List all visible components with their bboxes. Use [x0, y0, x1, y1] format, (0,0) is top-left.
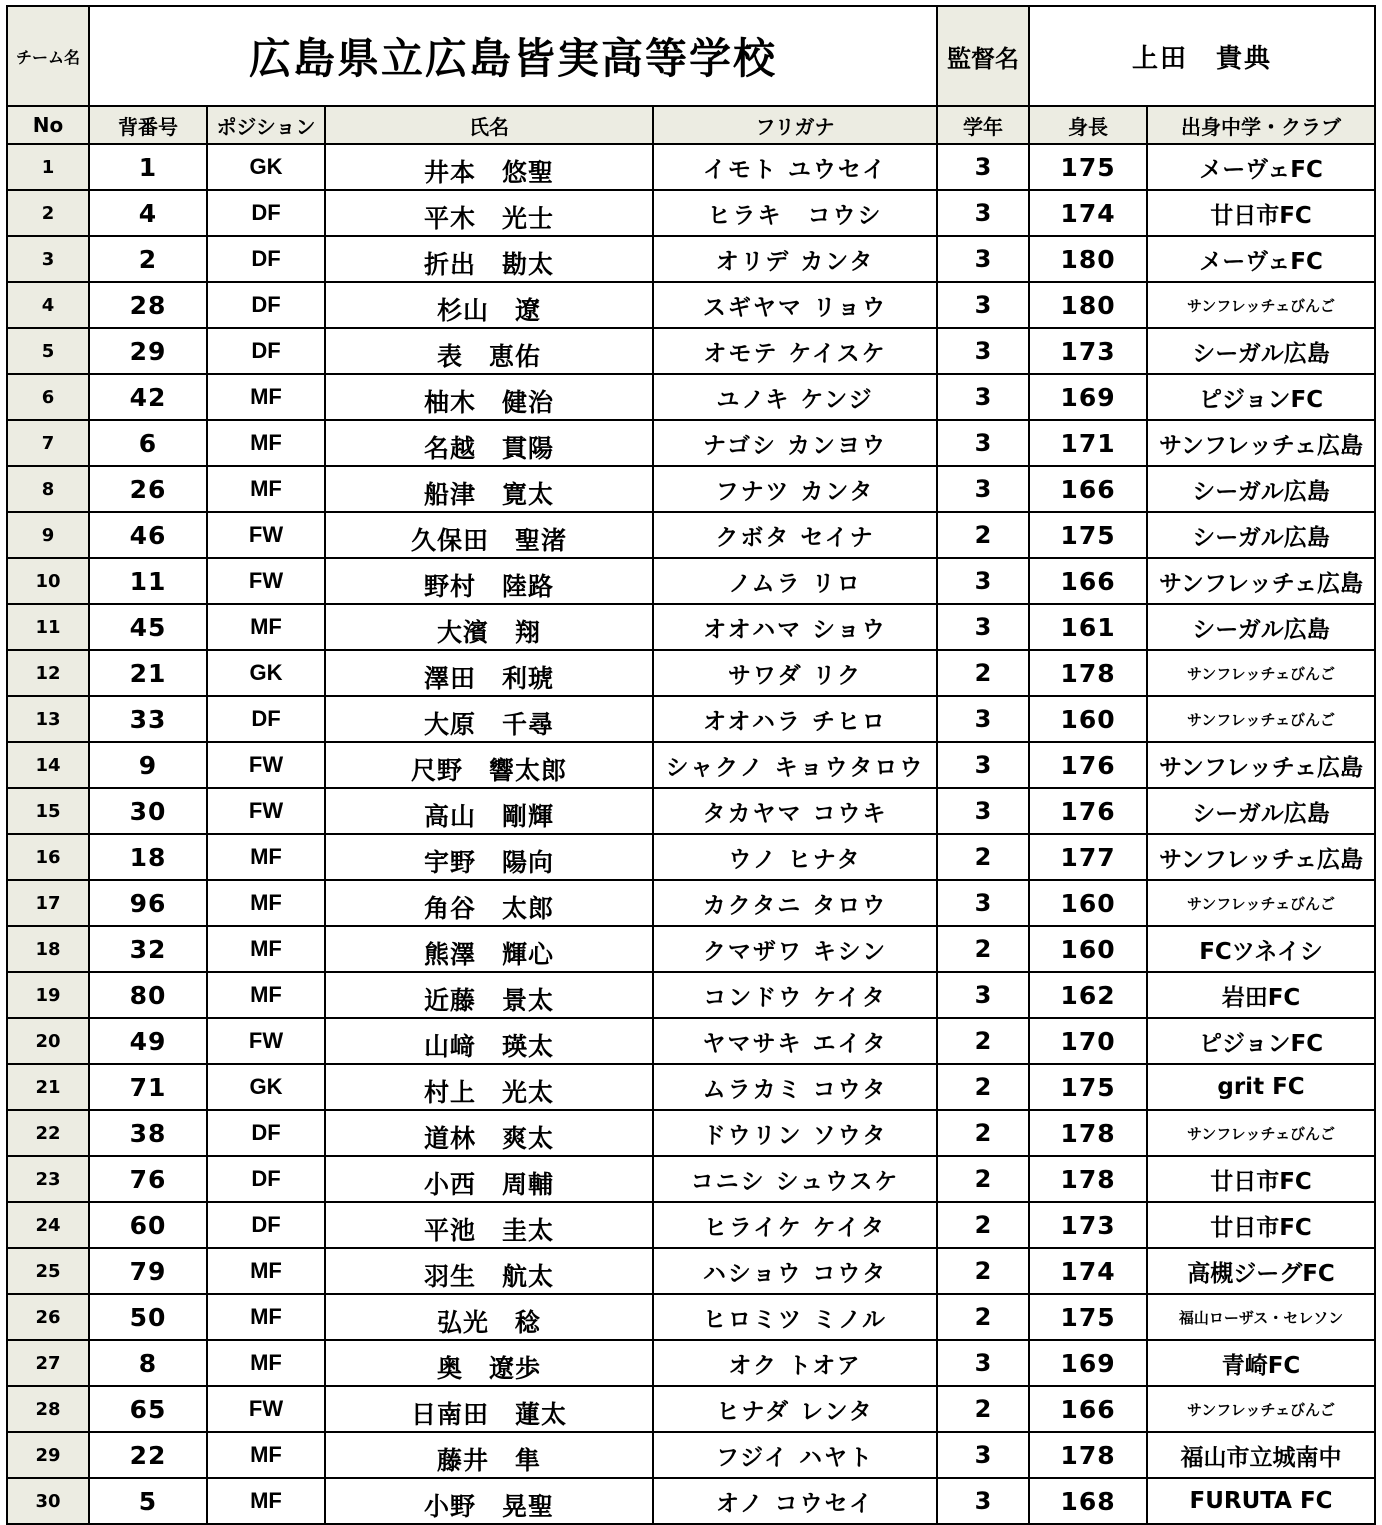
player-grade: 3	[937, 1432, 1029, 1478]
player-name: 村上 光太	[325, 1064, 653, 1110]
player-grade: 3	[937, 190, 1029, 236]
player-height: 176	[1029, 788, 1147, 834]
player-kana: クボタ セイナ	[653, 512, 937, 558]
player-kana: コニシ シュウスケ	[653, 1156, 937, 1202]
player-name: 小西 周輔	[325, 1156, 653, 1202]
column-header-number: 背番号	[89, 106, 207, 144]
player-number: 80	[89, 972, 207, 1018]
player-no: 2	[7, 190, 89, 236]
table-row	[7, 374, 1375, 420]
player-name: 平池 圭太	[325, 1202, 653, 1248]
player-number: 76	[89, 1156, 207, 1202]
player-club: サンフレッチェ広島	[1147, 834, 1375, 880]
player-kana: ヒラキ コウシ	[653, 190, 937, 236]
player-height: 169	[1029, 374, 1147, 420]
table-row	[7, 1018, 1375, 1064]
player-kana: ヒライケ ケイタ	[653, 1202, 937, 1248]
player-position: DF	[207, 1202, 325, 1248]
player-no: 28	[7, 1386, 89, 1432]
table-row	[7, 1110, 1375, 1156]
player-kana: サワダ リク	[653, 650, 937, 696]
player-club: ピジョンFC	[1147, 374, 1375, 420]
player-position: DF	[207, 282, 325, 328]
table-row	[7, 512, 1375, 558]
player-name: 折出 勘太	[325, 236, 653, 282]
player-grade: 3	[937, 236, 1029, 282]
player-no: 12	[7, 650, 89, 696]
player-grade: 3	[937, 972, 1029, 1018]
player-club: FURUTA FC	[1147, 1478, 1375, 1524]
player-position: DF	[207, 1110, 325, 1156]
column-header-position: ポジション	[207, 106, 325, 144]
player-grade: 3	[937, 420, 1029, 466]
player-name: 近藤 景太	[325, 972, 653, 1018]
player-position: DF	[207, 328, 325, 374]
player-kana: ウノ ヒナタ	[653, 834, 937, 880]
player-height: 175	[1029, 1294, 1147, 1340]
player-number: 4	[89, 190, 207, 236]
player-name: 角谷 太郎	[325, 880, 653, 926]
player-name: 宇野 陽向	[325, 834, 653, 880]
player-no: 26	[7, 1294, 89, 1340]
player-grade: 2	[937, 1018, 1029, 1064]
player-number: 2	[89, 236, 207, 282]
player-height: 161	[1029, 604, 1147, 650]
player-kana: ドウリン ソウタ	[653, 1110, 937, 1156]
column-header-height: 身長	[1029, 106, 1147, 144]
player-height: 174	[1029, 1248, 1147, 1294]
player-name: 奥 遼歩	[325, 1340, 653, 1386]
player-height: 173	[1029, 328, 1147, 374]
player-grade: 3	[937, 742, 1029, 788]
player-number: 5	[89, 1478, 207, 1524]
player-position: DF	[207, 696, 325, 742]
column-header-no: No	[7, 106, 89, 144]
table-row	[7, 1202, 1375, 1248]
player-height: 160	[1029, 880, 1147, 926]
player-position: FW	[207, 1386, 325, 1432]
table-row	[7, 420, 1375, 466]
roster-table	[6, 5, 1376, 1525]
player-club: 青崎FC	[1147, 1340, 1375, 1386]
player-kana: ヒロミツ ミノル	[653, 1294, 937, 1340]
coach-label: 監督名	[937, 6, 1029, 106]
player-number: 46	[89, 512, 207, 558]
player-club: 廿日市FC	[1147, 190, 1375, 236]
player-club: シーガル広島	[1147, 512, 1375, 558]
player-no: 20	[7, 1018, 89, 1064]
player-name: 船津 寛太	[325, 466, 653, 512]
player-number: 9	[89, 742, 207, 788]
player-grade: 3	[937, 788, 1029, 834]
table-row	[7, 788, 1375, 834]
player-height: 166	[1029, 558, 1147, 604]
player-name: 大濱 翔	[325, 604, 653, 650]
player-kana: ハショウ コウタ	[653, 1248, 937, 1294]
player-height: 170	[1029, 1018, 1147, 1064]
player-kana: ヒナダ レンタ	[653, 1386, 937, 1432]
player-no: 19	[7, 972, 89, 1018]
player-club: ピジョンFC	[1147, 1018, 1375, 1064]
header-row	[7, 6, 1375, 106]
player-kana: フナツ カンタ	[653, 466, 937, 512]
player-name: 羽生 航太	[325, 1248, 653, 1294]
player-club: FCツネイシ	[1147, 926, 1375, 972]
player-club: サンフレッチェびんご	[1147, 1386, 1375, 1432]
player-height: 180	[1029, 282, 1147, 328]
coach-name: 上田 貴典	[1029, 6, 1375, 106]
player-kana: コンドウ ケイタ	[653, 972, 937, 1018]
table-row	[7, 1064, 1375, 1110]
player-number: 38	[89, 1110, 207, 1156]
player-grade: 2	[937, 1294, 1029, 1340]
table-row	[7, 604, 1375, 650]
player-position: MF	[207, 1478, 325, 1524]
player-club: grit FC	[1147, 1064, 1375, 1110]
player-number: 33	[89, 696, 207, 742]
player-height: 160	[1029, 926, 1147, 972]
player-position: MF	[207, 604, 325, 650]
player-no: 25	[7, 1248, 89, 1294]
player-height: 178	[1029, 1432, 1147, 1478]
player-name: 澤田 利琥	[325, 650, 653, 696]
table-row	[7, 1156, 1375, 1202]
player-club: サンフレッチェびんご	[1147, 880, 1375, 926]
player-club: シーガル広島	[1147, 466, 1375, 512]
player-kana: オオハマ ショウ	[653, 604, 937, 650]
player-no: 30	[7, 1478, 89, 1524]
player-grade: 3	[937, 466, 1029, 512]
player-no: 23	[7, 1156, 89, 1202]
player-position: MF	[207, 374, 325, 420]
player-no: 7	[7, 420, 89, 466]
player-no: 22	[7, 1110, 89, 1156]
player-number: 50	[89, 1294, 207, 1340]
player-grade: 2	[937, 1248, 1029, 1294]
player-kana: ナゴシ カンヨウ	[653, 420, 937, 466]
player-height: 160	[1029, 696, 1147, 742]
player-grade: 2	[937, 512, 1029, 558]
table-row	[7, 144, 1375, 190]
player-number: 8	[89, 1340, 207, 1386]
player-number: 45	[89, 604, 207, 650]
team-name: 広島県立広島皆実高等学校	[89, 6, 937, 106]
player-name: 小野 晃聖	[325, 1478, 653, 1524]
player-position: MF	[207, 926, 325, 972]
player-number: 18	[89, 834, 207, 880]
player-kana: オリデ カンタ	[653, 236, 937, 282]
player-grade: 3	[937, 604, 1029, 650]
player-number: 6	[89, 420, 207, 466]
player-name: 熊澤 輝心	[325, 926, 653, 972]
player-club: 岩田FC	[1147, 972, 1375, 1018]
player-position: MF	[207, 420, 325, 466]
player-position: FW	[207, 788, 325, 834]
player-club: 廿日市FC	[1147, 1202, 1375, 1248]
player-number: 11	[89, 558, 207, 604]
player-number: 79	[89, 1248, 207, 1294]
player-grade: 3	[937, 374, 1029, 420]
player-club: 福山市立城南中	[1147, 1432, 1375, 1478]
player-no: 17	[7, 880, 89, 926]
player-name: 野村 陸路	[325, 558, 653, 604]
table-row	[7, 972, 1375, 1018]
player-club: 福山ローザス・セレソン	[1147, 1294, 1375, 1340]
table-row	[7, 880, 1375, 926]
table-row	[7, 1386, 1375, 1432]
player-name: 表 恵佑	[325, 328, 653, 374]
player-height: 178	[1029, 1156, 1147, 1202]
player-kana: イモト ユウセイ	[653, 144, 937, 190]
player-kana: クマザワ キシン	[653, 926, 937, 972]
player-number: 60	[89, 1202, 207, 1248]
player-club: シーガル広島	[1147, 328, 1375, 374]
player-kana: オオハラ チヒロ	[653, 696, 937, 742]
player-no: 6	[7, 374, 89, 420]
table-row	[7, 742, 1375, 788]
player-club: サンフレッチェびんご	[1147, 696, 1375, 742]
player-number: 28	[89, 282, 207, 328]
player-height: 169	[1029, 1340, 1147, 1386]
player-kana: フジイ ハヤト	[653, 1432, 937, 1478]
player-number: 49	[89, 1018, 207, 1064]
table-row	[7, 696, 1375, 742]
player-name: 井本 悠聖	[325, 144, 653, 190]
player-no: 9	[7, 512, 89, 558]
player-no: 18	[7, 926, 89, 972]
player-club: サンフレッチェびんご	[1147, 650, 1375, 696]
player-name: 道林 爽太	[325, 1110, 653, 1156]
player-height: 177	[1029, 834, 1147, 880]
player-grade: 3	[937, 696, 1029, 742]
player-height: 178	[1029, 650, 1147, 696]
table-row	[7, 1478, 1375, 1524]
player-height: 178	[1029, 1110, 1147, 1156]
player-name: 平木 光士	[325, 190, 653, 236]
column-header-row	[7, 106, 1375, 144]
player-position: FW	[207, 1018, 325, 1064]
player-name: 尺野 響太郎	[325, 742, 653, 788]
player-club: メーヴェFC	[1147, 144, 1375, 190]
player-grade: 2	[937, 1156, 1029, 1202]
player-club: サンフレッチェびんご	[1147, 1110, 1375, 1156]
table-row	[7, 1294, 1375, 1340]
player-number: 65	[89, 1386, 207, 1432]
player-club: 廿日市FC	[1147, 1156, 1375, 1202]
player-name: 藤井 隼	[325, 1432, 653, 1478]
player-grade: 2	[937, 1110, 1029, 1156]
player-no: 5	[7, 328, 89, 374]
player-grade: 2	[937, 1386, 1029, 1432]
player-no: 4	[7, 282, 89, 328]
player-number: 21	[89, 650, 207, 696]
player-grade: 3	[937, 144, 1029, 190]
player-kana: オノ コウセイ	[653, 1478, 937, 1524]
player-name: 柚木 健治	[325, 374, 653, 420]
table-row	[7, 236, 1375, 282]
player-number: 29	[89, 328, 207, 374]
player-grade: 3	[937, 1478, 1029, 1524]
player-club: サンフレッチェ広島	[1147, 742, 1375, 788]
player-height: 175	[1029, 1064, 1147, 1110]
player-club: 高槻ジーグFC	[1147, 1248, 1375, 1294]
player-height: 176	[1029, 742, 1147, 788]
player-position: MF	[207, 1340, 325, 1386]
column-header-name: 氏名	[325, 106, 653, 144]
player-name: 久保田 聖渚	[325, 512, 653, 558]
table-row	[7, 926, 1375, 972]
player-grade: 2	[937, 1202, 1029, 1248]
column-header-club: 出身中学・クラブ	[1147, 106, 1375, 144]
player-kana: ノムラ リロ	[653, 558, 937, 604]
player-number: 32	[89, 926, 207, 972]
player-number: 1	[89, 144, 207, 190]
column-header-kana: フリガナ	[653, 106, 937, 144]
player-position: FW	[207, 558, 325, 604]
table-row	[7, 558, 1375, 604]
table-row	[7, 1432, 1375, 1478]
player-height: 175	[1029, 512, 1147, 558]
table-row	[7, 328, 1375, 374]
column-header-grade: 学年	[937, 106, 1029, 144]
table-row	[7, 190, 1375, 236]
player-number: 96	[89, 880, 207, 926]
player-name: 杉山 遼	[325, 282, 653, 328]
player-no: 1	[7, 144, 89, 190]
player-number: 30	[89, 788, 207, 834]
player-club: サンフレッチェ広島	[1147, 558, 1375, 604]
player-kana: オク トオア	[653, 1340, 937, 1386]
player-no: 16	[7, 834, 89, 880]
player-no: 27	[7, 1340, 89, 1386]
player-club: サンフレッチェびんご	[1147, 282, 1375, 328]
player-no: 8	[7, 466, 89, 512]
player-no: 21	[7, 1064, 89, 1110]
player-name: 名越 貫陽	[325, 420, 653, 466]
player-height: 180	[1029, 236, 1147, 282]
player-kana: ユノキ ケンジ	[653, 374, 937, 420]
player-kana: カクタニ タロウ	[653, 880, 937, 926]
player-name: 弘光 稔	[325, 1294, 653, 1340]
player-name: 高山 剛輝	[325, 788, 653, 834]
player-club: シーガル広島	[1147, 788, 1375, 834]
team-label: チーム名	[7, 6, 89, 106]
player-name: 日南田 蓮太	[325, 1386, 653, 1432]
player-no: 3	[7, 236, 89, 282]
player-height: 166	[1029, 1386, 1147, 1432]
player-grade: 3	[937, 880, 1029, 926]
player-kana: オモテ ケイスケ	[653, 328, 937, 374]
player-name: 山﨑 瑛太	[325, 1018, 653, 1064]
player-height: 174	[1029, 190, 1147, 236]
player-height: 166	[1029, 466, 1147, 512]
player-position: GK	[207, 1064, 325, 1110]
player-grade: 2	[937, 1064, 1029, 1110]
player-no: 10	[7, 558, 89, 604]
player-kana: タカヤマ コウキ	[653, 788, 937, 834]
player-grade: 3	[937, 282, 1029, 328]
player-club: サンフレッチェ広島	[1147, 420, 1375, 466]
table-row	[7, 834, 1375, 880]
player-grade: 2	[937, 650, 1029, 696]
table-row	[7, 650, 1375, 696]
player-position: MF	[207, 880, 325, 926]
player-position: DF	[207, 236, 325, 282]
player-height: 168	[1029, 1478, 1147, 1524]
player-kana: ヤマサキ エイタ	[653, 1018, 937, 1064]
player-height: 173	[1029, 1202, 1147, 1248]
player-position: MF	[207, 1294, 325, 1340]
player-no: 13	[7, 696, 89, 742]
player-kana: シャクノ キョウタロウ	[653, 742, 937, 788]
player-no: 11	[7, 604, 89, 650]
player-grade: 3	[937, 328, 1029, 374]
player-number: 26	[89, 466, 207, 512]
player-position: MF	[207, 1248, 325, 1294]
player-height: 162	[1029, 972, 1147, 1018]
player-grade: 2	[937, 926, 1029, 972]
player-no: 29	[7, 1432, 89, 1478]
player-position: MF	[207, 972, 325, 1018]
player-position: DF	[207, 190, 325, 236]
player-grade: 3	[937, 558, 1029, 604]
player-position: FW	[207, 742, 325, 788]
player-kana: ムラカミ コウタ	[653, 1064, 937, 1110]
table-row	[7, 1340, 1375, 1386]
player-position: FW	[207, 512, 325, 558]
player-position: MF	[207, 466, 325, 512]
player-number: 42	[89, 374, 207, 420]
player-no: 15	[7, 788, 89, 834]
table-row	[7, 282, 1375, 328]
player-club: メーヴェFC	[1147, 236, 1375, 282]
player-height: 175	[1029, 144, 1147, 190]
table-row	[7, 466, 1375, 512]
player-position: DF	[207, 1156, 325, 1202]
player-grade: 2	[937, 834, 1029, 880]
player-grade: 3	[937, 1340, 1029, 1386]
player-kana: スギヤマ リョウ	[653, 282, 937, 328]
player-position: MF	[207, 834, 325, 880]
player-no: 14	[7, 742, 89, 788]
player-number: 71	[89, 1064, 207, 1110]
player-position: GK	[207, 650, 325, 696]
player-position: GK	[207, 144, 325, 190]
player-height: 171	[1029, 420, 1147, 466]
player-number: 22	[89, 1432, 207, 1478]
player-name: 大原 千尋	[325, 696, 653, 742]
table-row	[7, 1248, 1375, 1294]
player-club: シーガル広島	[1147, 604, 1375, 650]
player-position: MF	[207, 1432, 325, 1478]
player-no: 24	[7, 1202, 89, 1248]
